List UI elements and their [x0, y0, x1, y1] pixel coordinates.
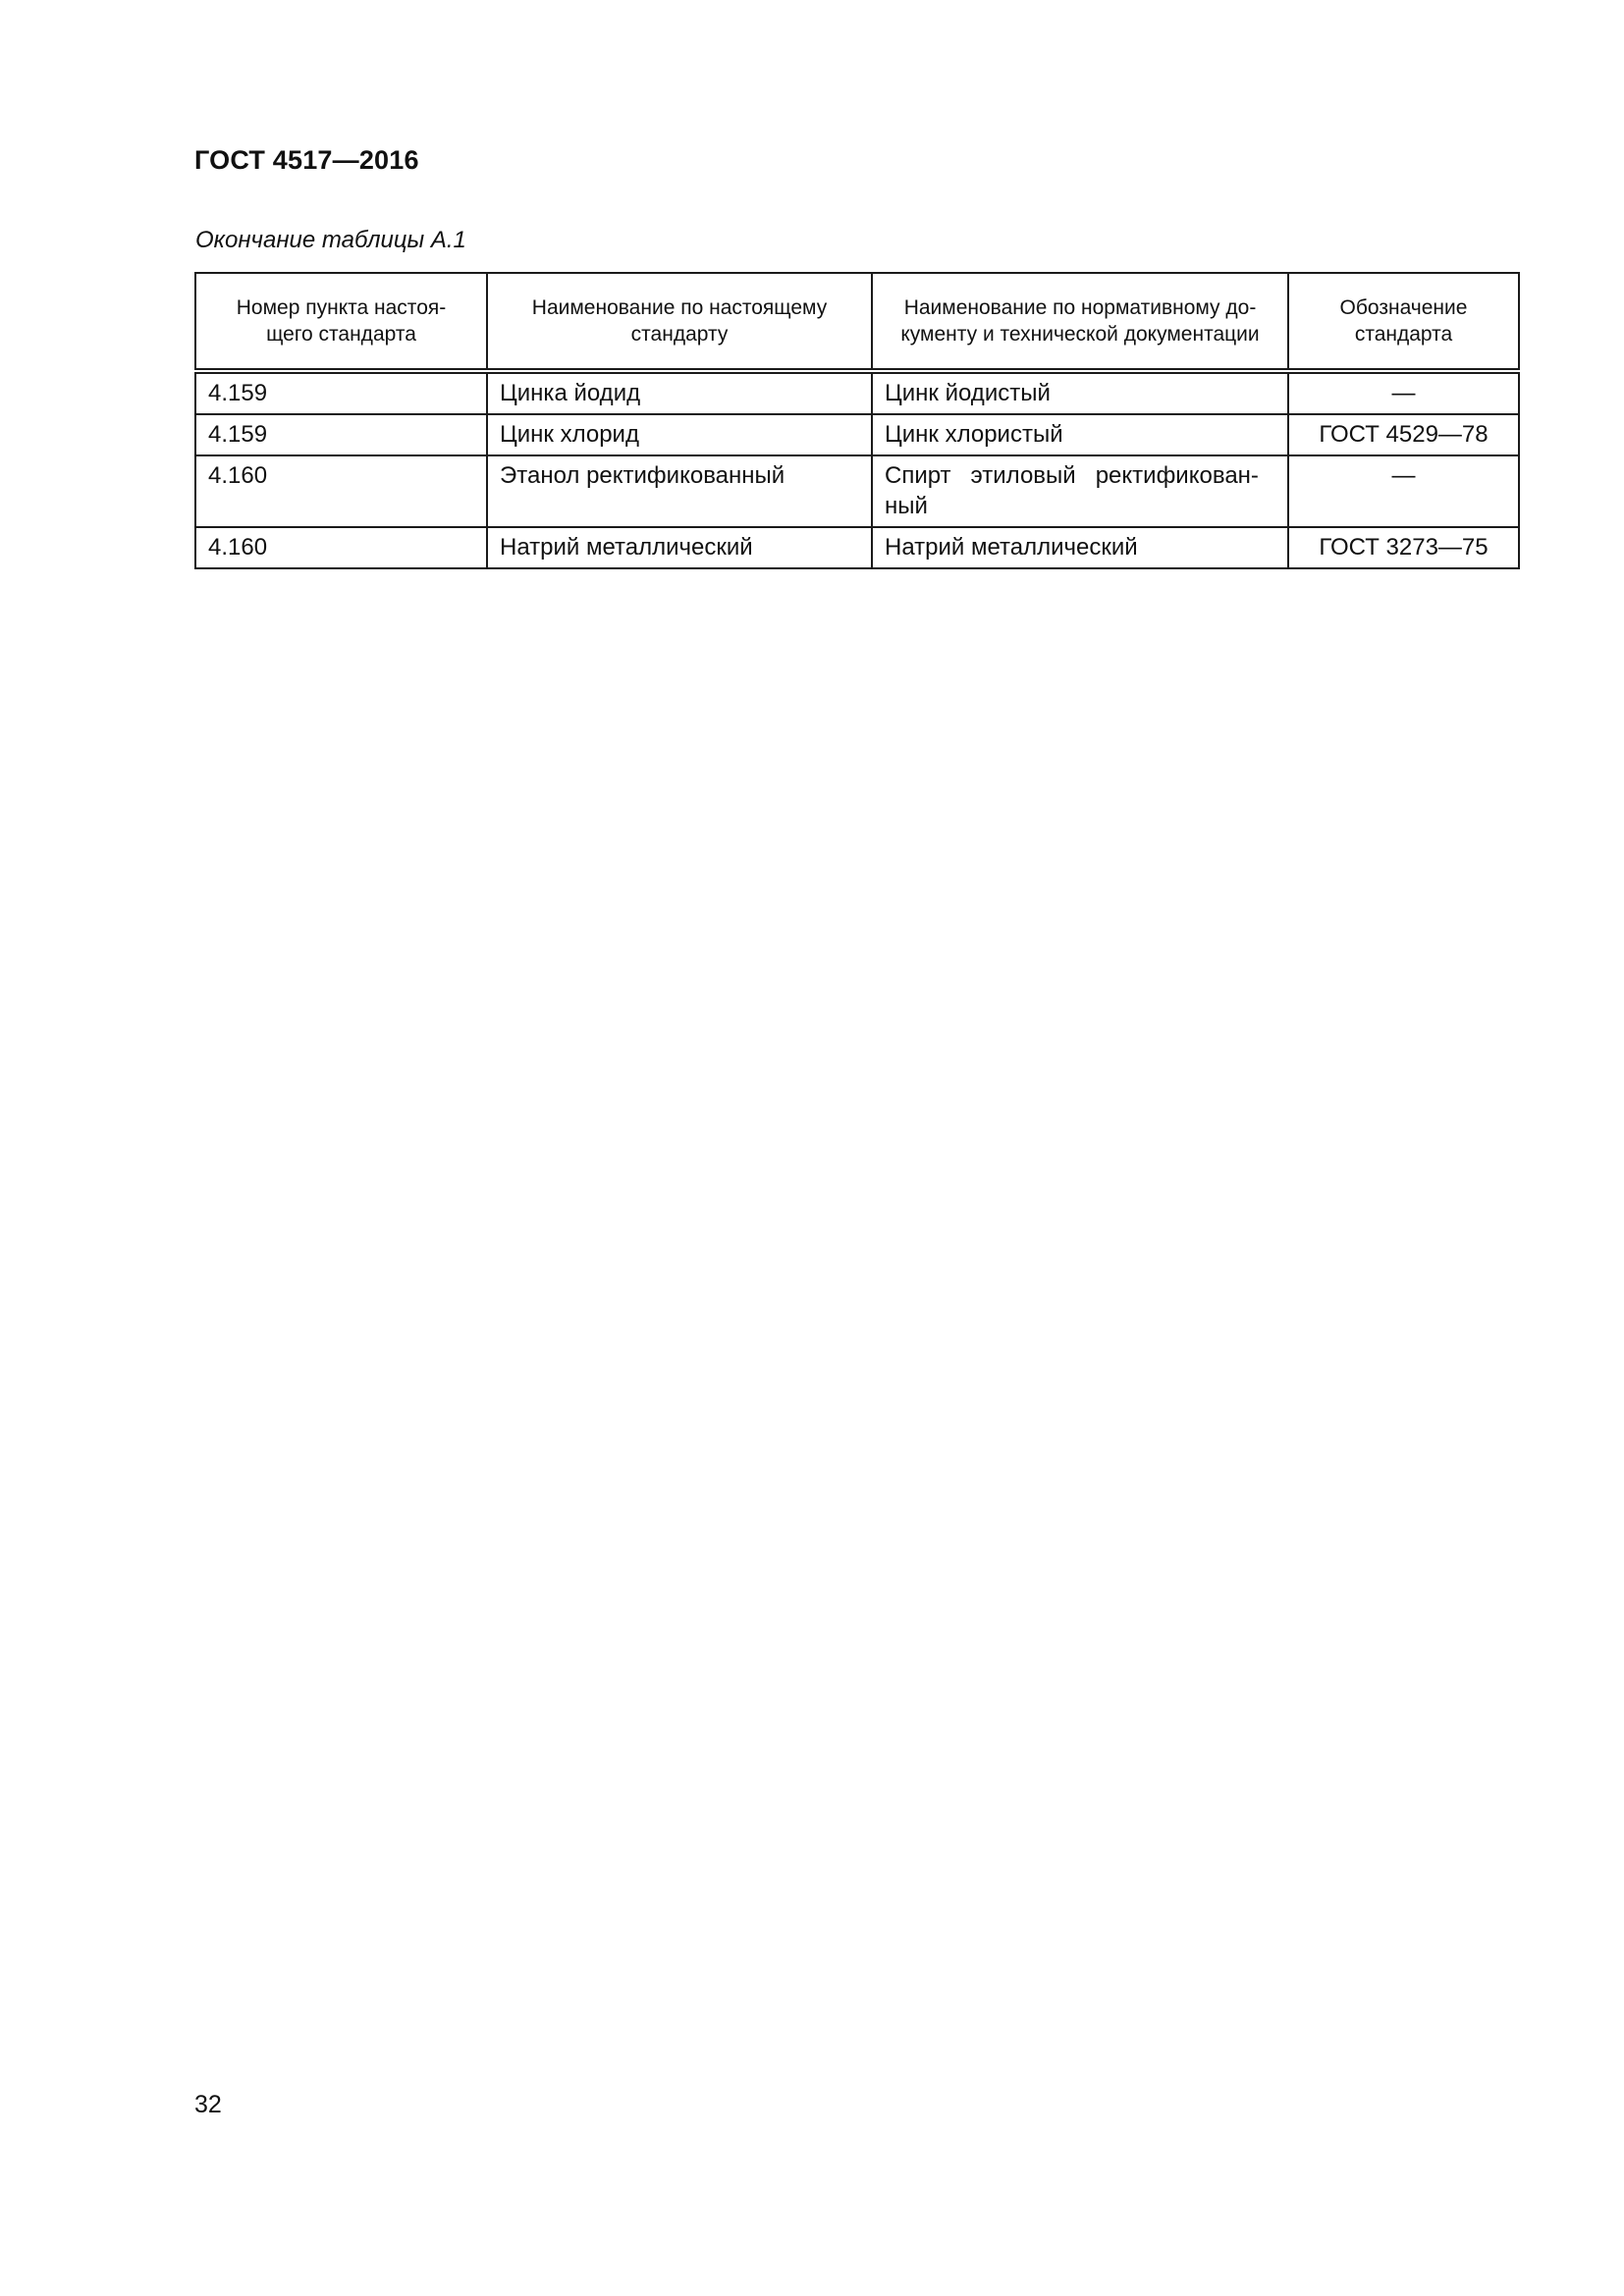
cell-standard: —	[1288, 371, 1519, 414]
page-number: 32	[194, 2091, 222, 2118]
cell-standard: ГОСТ 3273—75	[1288, 527, 1519, 568]
table-container	[194, 272, 1518, 569]
cell-name: Цинк хлорид	[487, 414, 872, 455]
table-row	[195, 527, 1519, 568]
cell-clause: 4.160	[195, 527, 487, 568]
table-caption: Окончание таблицы А.1	[195, 227, 466, 253]
column-header-name: Наименование по настоящему стандарту	[487, 273, 872, 371]
cell-doc-name: Натрий металлический	[872, 527, 1288, 568]
cell-doc-name: Цинк йодистый	[872, 371, 1288, 414]
table-row	[195, 371, 1519, 414]
cell-clause: 4.159	[195, 414, 487, 455]
cell-standard: —	[1288, 455, 1519, 527]
cell-doc-name: Спирт этиловый ректификован- ный	[872, 455, 1288, 527]
column-header-standard: Обозначение стандарта	[1288, 273, 1519, 371]
table-row	[195, 414, 1519, 455]
document-code: ГОСТ 4517—2016	[194, 145, 419, 175]
cell-doc-name: Цинк хлористый	[872, 414, 1288, 455]
column-header-doc-name: Наименование по нормативному до- кументу и технической документации	[872, 273, 1288, 371]
table-row	[195, 455, 1519, 527]
cell-clause: 4.160	[195, 455, 487, 527]
cell-name: Этанол ректификованный	[487, 455, 872, 527]
terms-table	[194, 272, 1520, 569]
cell-standard: ГОСТ 4529—78	[1288, 414, 1519, 455]
table-header-row	[195, 273, 1519, 371]
cell-name: Натрий металлический	[487, 527, 872, 568]
column-header-clause: Номер пункта настоя- щего стандарта	[195, 273, 487, 371]
cell-name: Цинка йодид	[487, 371, 872, 414]
cell-clause: 4.159	[195, 371, 487, 414]
